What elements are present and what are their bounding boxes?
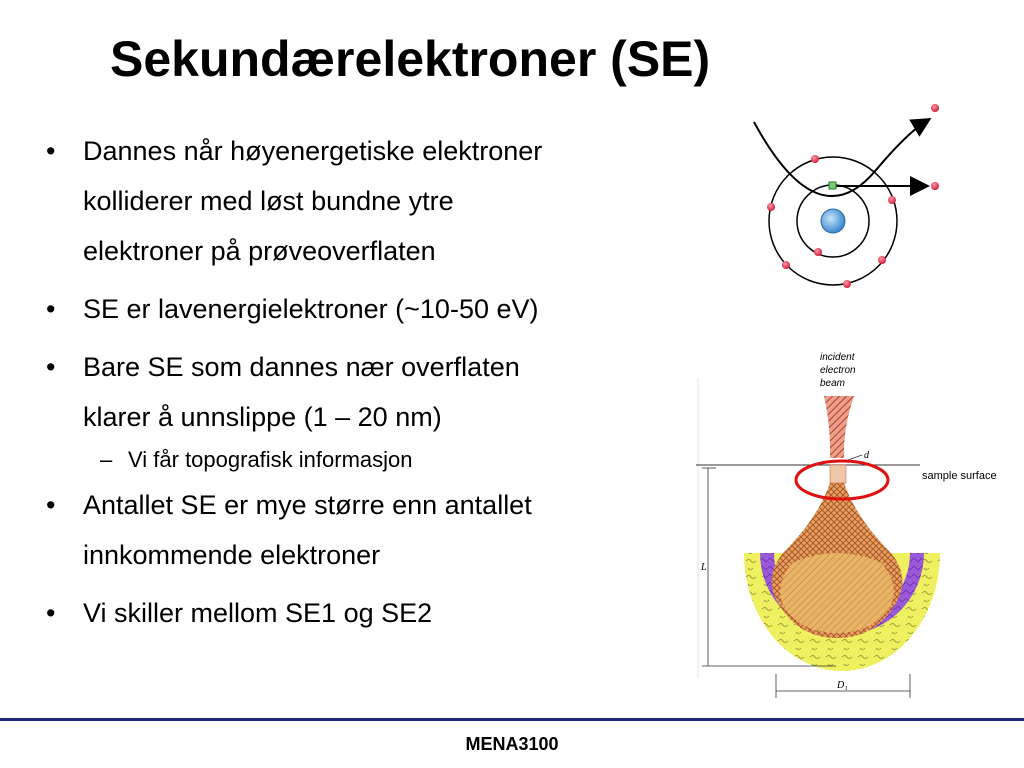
vacancy-marker xyxy=(829,182,836,189)
d1-label: D₁ xyxy=(837,680,848,691)
electron xyxy=(811,155,819,163)
bullet-item xyxy=(38,480,678,580)
bullet-item xyxy=(38,342,678,442)
electron xyxy=(843,280,851,288)
interaction-bulb xyxy=(780,553,894,633)
footer-course-code: MENA3100 xyxy=(465,734,559,754)
bullet-marker: • xyxy=(46,136,56,166)
bullet-line: kolliderer med løst bundne ytre xyxy=(83,186,454,216)
interaction-volume-diagram xyxy=(696,348,1016,710)
bullet-line: SE er lavenergielektroner (~10-50 eV) xyxy=(83,294,539,324)
bullet-line: elektroner på prøveoverflaten xyxy=(83,236,436,266)
d-label: d xyxy=(864,450,869,461)
nucleus xyxy=(821,209,845,233)
bullet-item xyxy=(38,126,678,276)
l-label: L xyxy=(701,562,707,573)
bullet-marker: • xyxy=(46,490,56,520)
bullet-line: Bare SE som dannes nær overflaten xyxy=(83,352,520,382)
electron xyxy=(767,203,775,211)
sub-bullet-marker: – xyxy=(100,447,113,472)
electron xyxy=(931,104,939,112)
d-leader xyxy=(848,455,862,460)
bullet-item xyxy=(38,284,678,334)
bullet-marker: • xyxy=(46,352,56,382)
beam-label-line: beam xyxy=(820,378,846,389)
incident-beam xyxy=(824,396,854,458)
bullet-marker: • xyxy=(46,598,56,628)
electron xyxy=(782,261,790,269)
bullet-line: innkommende elektroner xyxy=(83,540,381,570)
bullet-line: Antallet SE er mye større enn antallet xyxy=(83,490,532,520)
sub-bullet-item xyxy=(38,440,678,480)
sample-surface-label: sample surface xyxy=(922,470,997,482)
electron xyxy=(888,196,896,204)
beam-label-line: electron xyxy=(820,365,856,376)
bullet-marker: • xyxy=(46,294,56,324)
escape-zone xyxy=(830,465,846,483)
bullet-line: klarer å unnslippe (1 – 20 nm) xyxy=(83,402,442,432)
bullet-line: Vi skiller mellom SE1 og SE2 xyxy=(83,598,433,628)
electron xyxy=(878,256,886,264)
bullet-line: Dannes når høyenergetiske elektroner xyxy=(83,136,543,166)
electron xyxy=(931,182,939,190)
atom-diagram xyxy=(748,100,958,300)
bullet-list xyxy=(38,126,678,638)
slide-title: Sekundærelektroner (SE) xyxy=(110,31,711,87)
electron xyxy=(814,248,822,256)
sub-bullet-line: Vi får topografisk informasjon xyxy=(128,447,413,472)
bullet-item xyxy=(38,588,678,638)
footer-rule xyxy=(0,718,1024,721)
beam-label-line: incident xyxy=(820,352,855,363)
